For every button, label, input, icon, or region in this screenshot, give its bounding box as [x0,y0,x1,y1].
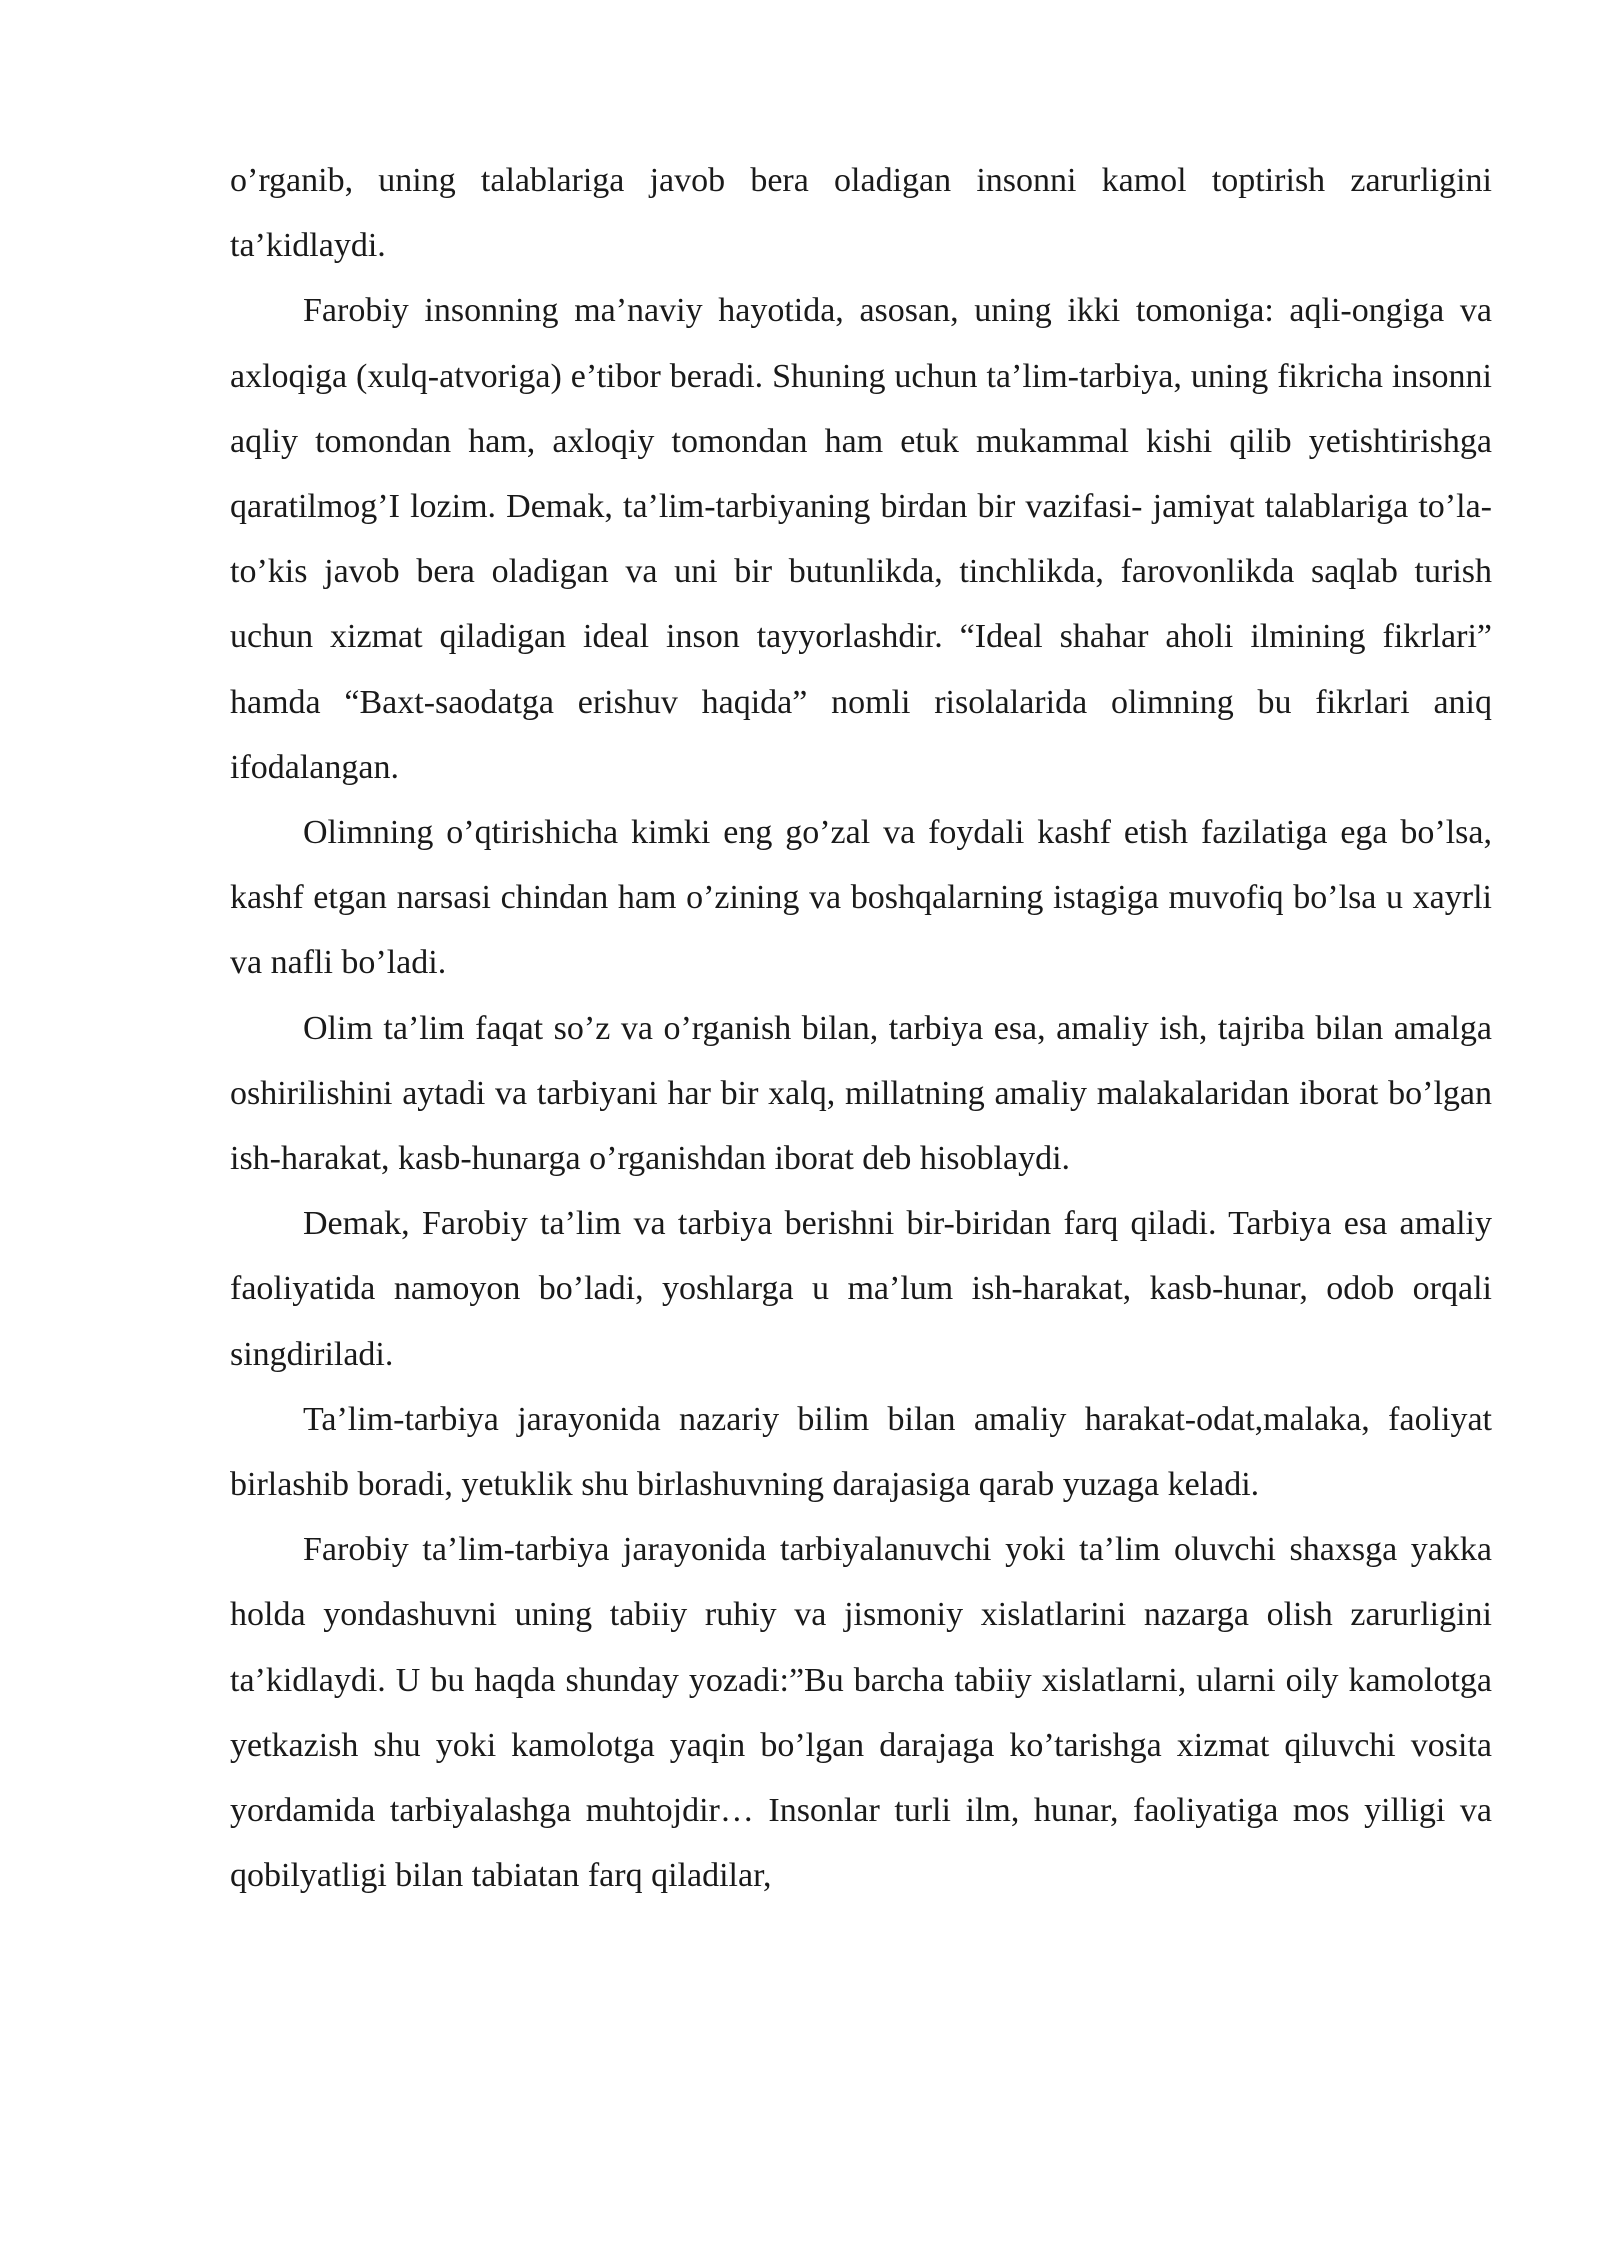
paragraph-continuation: o’rganib, uning talablariga javob bera oladigan insonni kamol toptirish zarurligini ta’kidlaydi. [230,162,1492,265]
paragraph: Olimning o’qtirishicha kimki eng go’zal va foydali kashf etish fazilatiga ega bo’lsa, kashf etgan narsasi chindan ham o’zining va boshqalarning istagiga muvofiq bo’lsa u xayrli va nafli bo’ladi. [230,814,1492,982]
paragraph: Farobiy ta’lim-tarbiya jarayonida tarbiyalanuvchi yoki ta’lim oluvchi shaxsga yakka holda yondashuvni uning tabiiy ruhiy va jismoniy xislatlarini nazarga olish zarurligini ta’kidlaydi. U bu haqda shunday yozadi:”Bu barcha tabiiy xislatlarni, ularni oily kamolotga yetkazish shu yoki kamolotga yaqin bo’lgan darajaga ko’tarishga xizmat qiluvchi vosita yordamida tarbiyalashga muhtojdir… Insonlar turli ilm, hunar, faoliyatiga mos yilligi va qobilyatligi bilan tabiatan farq qiladilar, [230,1531,1492,1895]
paragraph: Ta’lim-tarbiya jarayonida nazariy bilim bilan amaliy harakat-odat,malaka, faoliyat birlashib boradi, yetuklik shu birlashuvning darajasiga qarab yuzaga keladi. [230,1400,1492,1504]
document-text [230,148,1492,1908]
paragraph: Demak, Farobiy ta’lim va tarbiya berishni bir-biridan farq qiladi. Tarbiya esa amaliy faoliyatida namoyon bo’ladi, yoshlarga u ma’lum ish-harakat, kasb-hunar, odob orqali singdiriladi. [230,1205,1492,1373]
paragraph: Olim ta’lim faqat so’z va o’rganish bilan, tarbiya esa, amaliy ish, tajriba bilan amalga oshirilishini aytadi va tarbiyani har bir xalq, millatning amaliy malakalaridan iborat bo’lgan ish-harakat, kasb-hunarga o’rganishdan iborat deb hisoblaydi. [230,1009,1492,1178]
paragraph: Farobiy insonning ma’naviy hayotida, asosan, uning ikki tomoniga: aqli-ongiga va axloqiga (xulq-atvoriga) e’tibor beradi. Shuning uchun ta’lim-tarbiya, uning fikricha insonni aqliy tomondan ham, axloqiy tomondan ham etuk mukammal kishi qilib yetishtirishga qaratilmog’I lozim. Demak, ta’lim-tarbiyaning birdan bir vazifasi- jamiyat talablariga to’la-to’kis javob bera oladigan va uni bir butunlikda, tinchlikda, farovonlikda saqlab turish uchun xizmat qiladigan ideal inson tayyorlashdir. “Ideal shahar aholi ilmining fikrlari” hamda “Baxt-saodatga erishuv haqida” nomli risolalarida olimning bu fikrlari aniq ifodalangan. [230,292,1492,786]
